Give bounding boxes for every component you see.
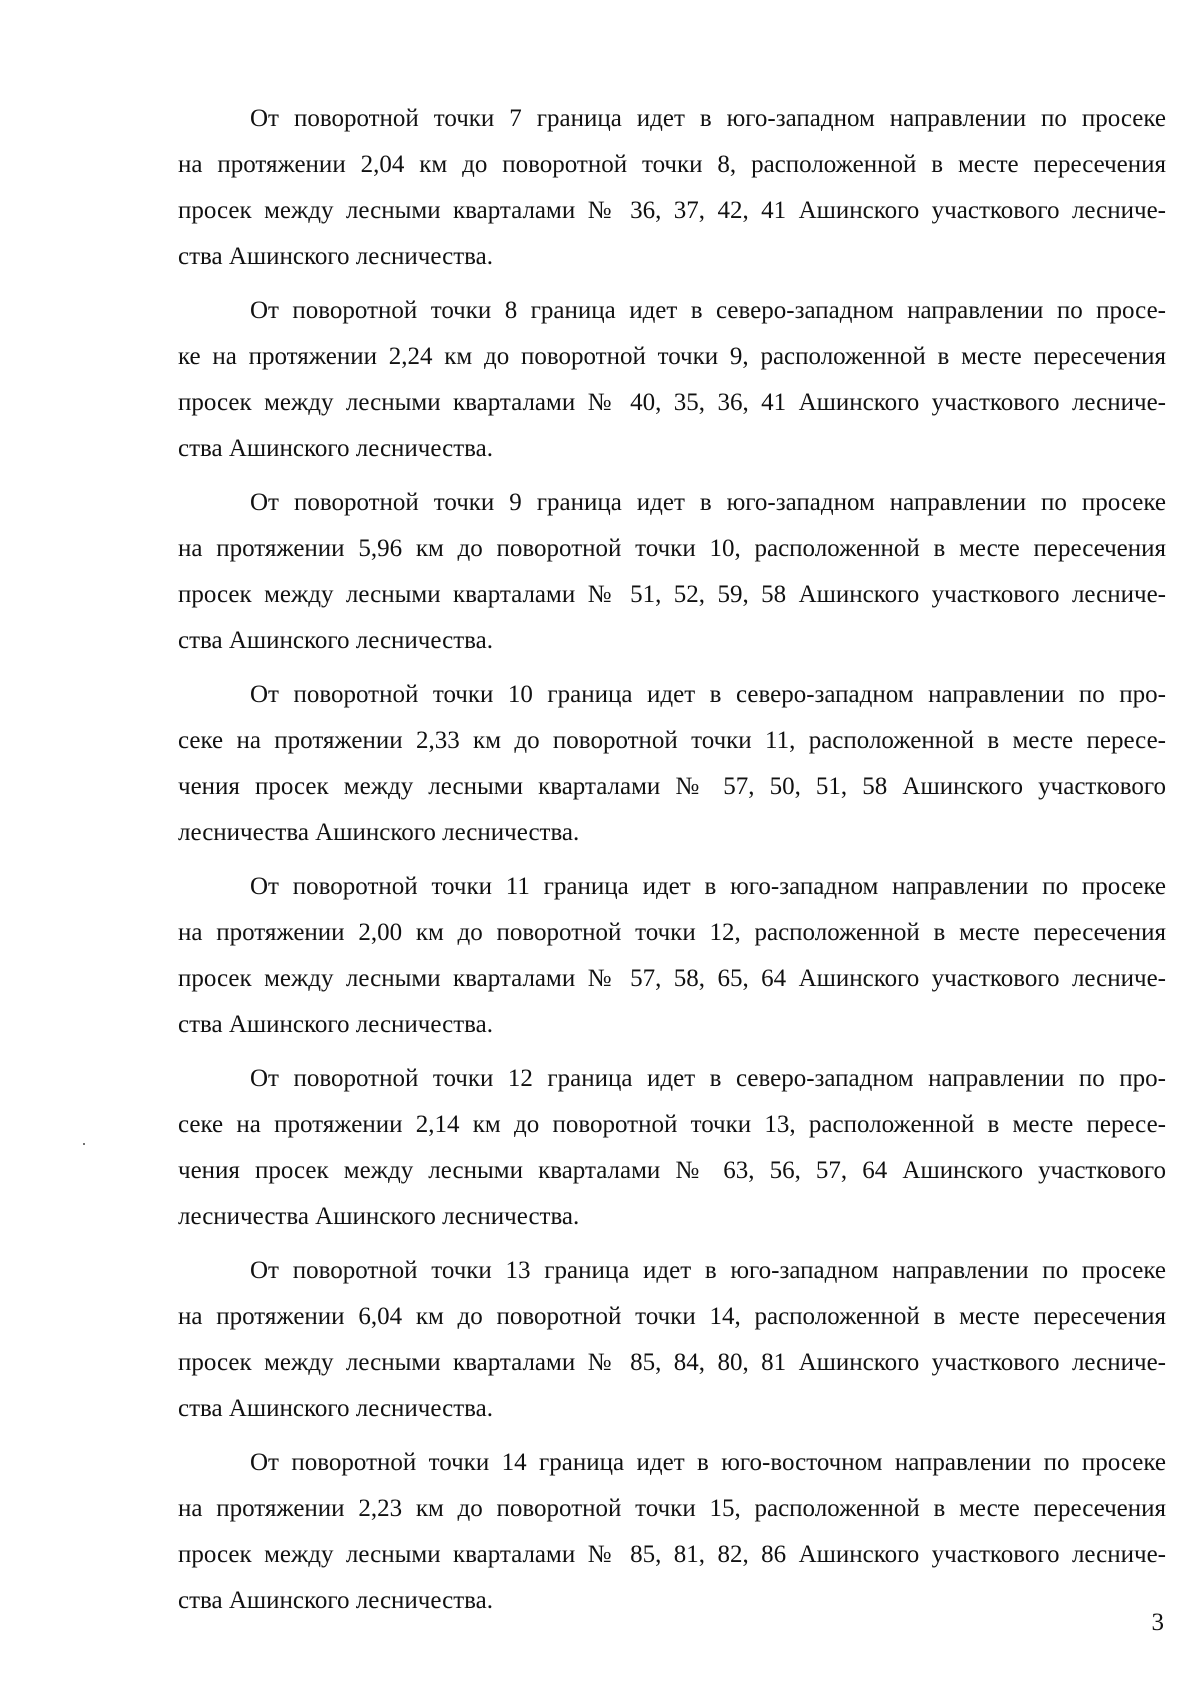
page-number: 3 (1151, 1609, 1164, 1636)
paragraph-line: просек между лесными кварталами № 85, 81, 82, 86 Ашинского участкового лесниче- (178, 1541, 1166, 1568)
paragraph-line: ства Ашинского лесничества. (178, 1011, 493, 1038)
paragraph-line: на протяжении 2,23 км до поворотной точки 15, расположенной в месте пересечения (178, 1495, 1166, 1522)
paragraph-2 (178, 288, 1166, 472)
paragraph-line: От поворотной точки 13 граница идет в юго-западном направлении по просеке (250, 1257, 1166, 1284)
paragraph-line: секе на протяжении 2,14 км до поворотной точки 13, расположенной в месте пересе- (178, 1111, 1166, 1138)
paragraph-line: ке на протяжении 2,24 км до поворотной точки 9, расположенной в месте пересечения (178, 343, 1166, 370)
paragraph-line: на протяжении 2,04 км до поворотной точки 8, расположенной в месте пересечения (178, 151, 1166, 178)
paragraph-line: лесничества Ашинского лесничества. (178, 819, 580, 846)
paragraph-line: От поворотной точки 8 граница идет в северо-западном направлении по просе- (250, 297, 1166, 324)
paragraph-1 (178, 96, 1166, 280)
paragraph-3 (178, 480, 1166, 664)
paragraph-line: просек между лесными кварталами № 57, 58, 65, 64 Ашинского участкового лесниче- (178, 965, 1166, 992)
paragraph-line: От поворотной точки 14 граница идет в юго-восточном направлении по просеке (250, 1449, 1166, 1476)
paragraph-line: лесничества Ашинского лесничества. (178, 1203, 580, 1230)
paragraph-4 (178, 672, 1166, 856)
paragraph-line: чения просек между лесными кварталами № 57, 50, 51, 58 Ашинского участкового (178, 773, 1166, 800)
paragraph-line: секе на протяжении 2,33 км до поворотной точки 11, расположенной в месте пересе- (178, 727, 1166, 754)
paragraph-7 (178, 1248, 1166, 1432)
paragraph-8 (178, 1440, 1166, 1624)
paragraph-line: чения просек между лесными кварталами № 63, 56, 57, 64 Ашинского участкового (178, 1157, 1166, 1184)
paragraph-line: ства Ашинского лесничества. (178, 627, 493, 654)
paragraph-line: на протяжении 6,04 км до поворотной точки 14, расположенной в месте пересечения (178, 1303, 1166, 1330)
paragraph-line: От поворотной точки 10 граница идет в северо-западном направлении по про- (250, 681, 1166, 708)
paragraph-line: От поворотной точки 11 граница идет в юго-западном направлении по просеке (250, 873, 1166, 900)
paragraph-5 (178, 864, 1166, 1048)
paragraph-line: От поворотной точки 12 граница идет в северо-западном направлении по про- (250, 1065, 1166, 1092)
document-body (178, 96, 1166, 1632)
scan-speck (83, 1143, 85, 1145)
paragraph-line: на протяжении 5,96 км до поворотной точки 10, расположенной в месте пересечения (178, 535, 1166, 562)
paragraph-line: ства Ашинского лесничества. (178, 435, 493, 462)
paragraph-line: на протяжении 2,00 км до поворотной точки 12, расположенной в месте пересечения (178, 919, 1166, 946)
paragraph-line: ства Ашинского лесничества. (178, 1395, 493, 1422)
paragraph-6 (178, 1056, 1166, 1240)
paragraph-line: просек между лесными кварталами № 36, 37, 42, 41 Ашинского участкового лесниче- (178, 197, 1166, 224)
paragraph-line: просек между лесными кварталами № 40, 35, 36, 41 Ашинского участкового лесниче- (178, 389, 1166, 416)
paragraph-line: От поворотной точки 7 граница идет в юго-западном направлении по просеке (250, 105, 1166, 132)
paragraph-line: От поворотной точки 9 граница идет в юго-западном направлении по просеке (250, 489, 1166, 516)
paragraph-line: просек между лесными кварталами № 85, 84, 80, 81 Ашинского участкового лесниче- (178, 1349, 1166, 1376)
paragraph-line: ства Ашинского лесничества. (178, 1587, 493, 1614)
paragraph-line: просек между лесными кварталами № 51, 52, 59, 58 Ашинского участкового лесниче- (178, 581, 1166, 608)
paragraph-line: ства Ашинского лесничества. (178, 243, 493, 270)
